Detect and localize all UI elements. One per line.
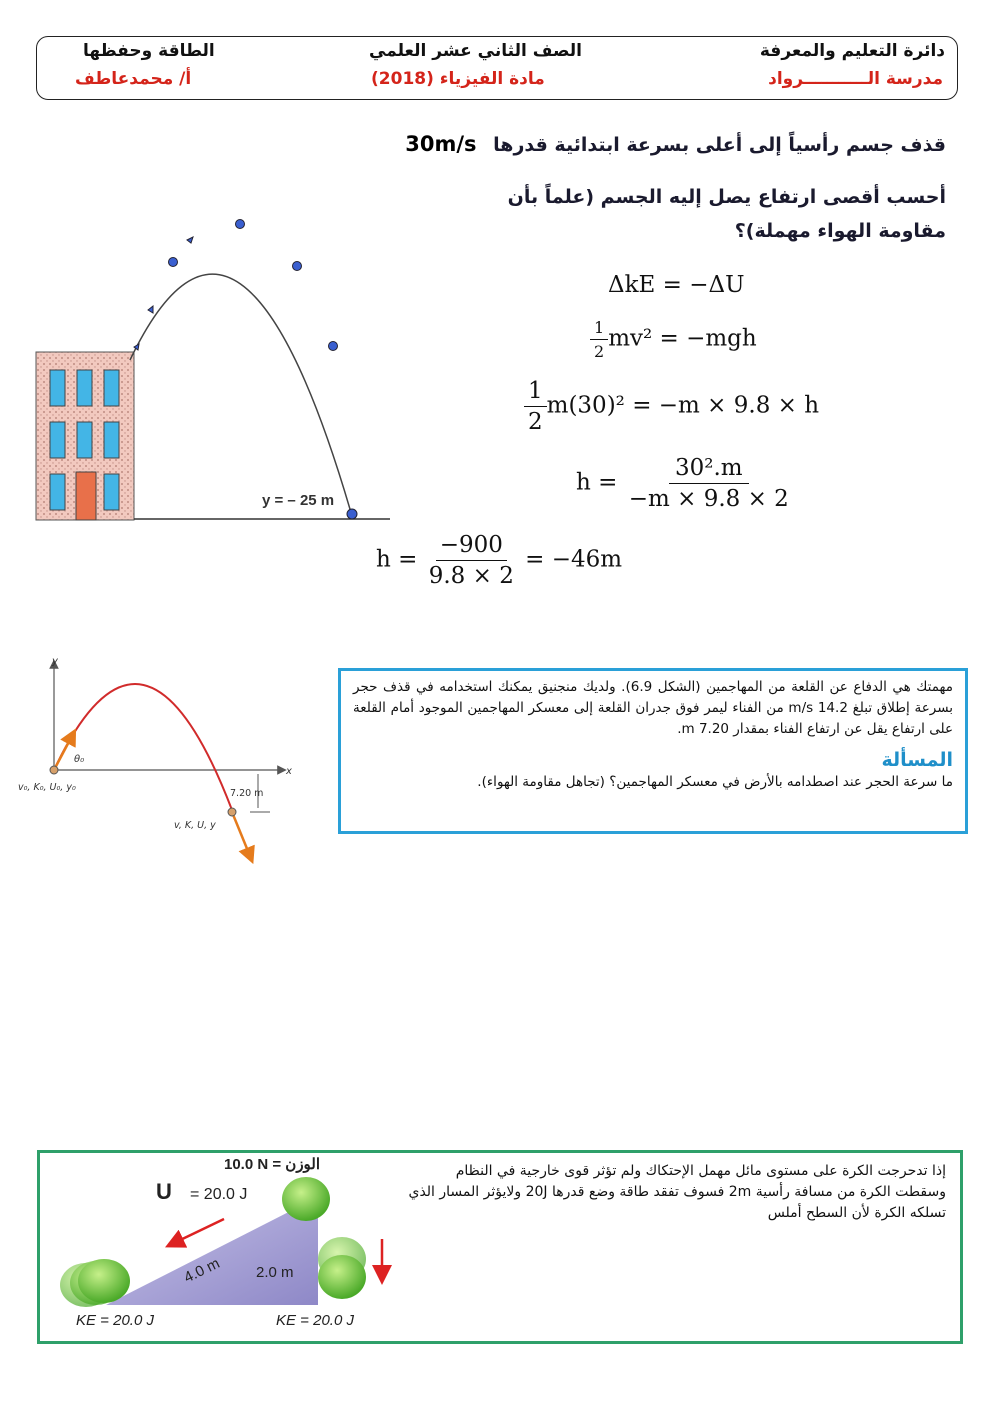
equation4-denominator: −m × 9.8 × 2 bbox=[628, 486, 789, 512]
end-point bbox=[228, 808, 236, 816]
equation-energy-conservation: ΔkE = −ΔU bbox=[608, 272, 745, 298]
problem1-question: أحسب أقصى ارتفاع يصل إليه الجسم (علماً بأن مقاومة الهواء مهملة)؟ bbox=[507, 186, 946, 242]
kinetic-energy-right: KE = 20.0 J bbox=[276, 1312, 354, 1329]
subject-label: مادة الفيزياء (2018) bbox=[371, 69, 545, 89]
grade-label: الصف الثاني عشر العلمي bbox=[369, 41, 582, 61]
x-axis-label: x bbox=[286, 766, 292, 777]
building-door bbox=[76, 472, 96, 520]
end-label: v, K, U, y bbox=[174, 820, 216, 831]
ground-level-label: y = – 25 m bbox=[262, 492, 335, 509]
initial-speed: 30m/s bbox=[405, 132, 477, 156]
page-header bbox=[36, 36, 958, 100]
half-numerator: 1 bbox=[590, 318, 608, 340]
building-trajectory-figure bbox=[30, 200, 400, 530]
catapult-problem-text: مهمتك هي الدفاع عن القلعة من المهاجمين (الشكل 6.9). ولديك منجنيق يمكنك استخدامه في قذف حجر بسرعة إطلاق تبلغ 14.2 m/s من الفناء ليمر فوق جدران القلعة إلى معسكر المهاجمين الموجود أمام القلعة على ارتفاع يقل عن ارتفاع الفناء بمقدار 7.20 m. bbox=[353, 679, 954, 737]
trajectory-markers bbox=[134, 220, 357, 520]
potential-energy-value: = 20.0 J bbox=[190, 1186, 248, 1203]
theta-label: θ₀ bbox=[74, 754, 85, 765]
teacher-name: أ/ محمدعاطف bbox=[75, 69, 192, 89]
equation-kinetic-potential bbox=[590, 318, 757, 361]
incline-ramp bbox=[106, 1197, 318, 1305]
projectile-path bbox=[54, 684, 232, 810]
incline-problem-text-wrap bbox=[408, 1161, 946, 1224]
potential-energy-symbol: U bbox=[156, 1179, 172, 1204]
problem1-line1: قذف جسم رأسياً إلى أعلى بسرعة ابتدائية قدرها 30m/s bbox=[405, 132, 946, 156]
equation2-rhs: mv² = −mgh bbox=[608, 325, 757, 352]
equation5-result: = −46m bbox=[525, 546, 623, 573]
start-label: v₀, K₀, U₀, y₀ bbox=[18, 782, 76, 793]
equation-height-formula: h = $\frac{\text{30².m}}{-m \times 9.8 \times 2}$ bbox=[576, 455, 793, 512]
falling-balls bbox=[318, 1237, 366, 1299]
incline-problem-text: إذا تدحرجت الكرة على مستوى مائل مهمل الإحتكاك ولم تؤثر قوى خارجية في النظام وسقطت الكرة من مسافة رأسية 2m فسوف تفقد طاقة وضع قدرها 20J ولايؤثر المسار الذي تسلكه الكرة لأن السطح أملس bbox=[408, 1163, 946, 1221]
start-point bbox=[50, 766, 58, 774]
initial-velocity-arrow bbox=[54, 736, 72, 770]
topic-label: الطاقة وحفظها bbox=[83, 41, 215, 61]
department-name: دائرة التعليم والمعرفة bbox=[759, 41, 945, 61]
equation-height-result: h = $\frac{-900}{9.8 \times 2}$ = −46m bbox=[376, 532, 623, 589]
roll-direction-arrow bbox=[174, 1219, 224, 1243]
catapult-question: ما سرعة الحجر عند اصطدامه بالأرض في معسكر المهاجمين؟ (تجاهل مقاومة الهواء). bbox=[477, 774, 953, 790]
incline-problem-box bbox=[37, 1150, 963, 1344]
problem-heading: المسألة bbox=[881, 749, 953, 771]
catapult-problem-box bbox=[338, 668, 968, 834]
school-name: مدرسة الـــــــــــرواد bbox=[768, 69, 943, 89]
equation5-numerator: −900 bbox=[436, 532, 507, 561]
weight-label: 10.0 N = الوزن bbox=[224, 1156, 321, 1173]
final-velocity-arrow bbox=[232, 812, 250, 856]
equation3-rhs: m(30)² = −m × 9.8 × h bbox=[546, 392, 820, 419]
top-ball bbox=[282, 1177, 330, 1221]
projectile-figure bbox=[14, 650, 314, 870]
height-label: 7.20 m bbox=[230, 788, 264, 799]
equation5-denominator: 9.8 × 2 bbox=[428, 563, 514, 589]
equation4-numerator: 30².m bbox=[669, 455, 749, 484]
trajectory-path bbox=[130, 274, 352, 516]
slope-length-label: 4.0 m bbox=[181, 1254, 223, 1287]
incline-figure bbox=[46, 1155, 406, 1341]
half-denominator: 2 bbox=[594, 342, 605, 361]
height-label: 2.0 m bbox=[256, 1264, 294, 1281]
y-axis-label: y bbox=[52, 656, 58, 667]
kinetic-energy-left: KE = 20.0 J bbox=[76, 1312, 154, 1329]
equation-substitution: $\frac{1}{2}$ m(30)² = −m × 9.8 × h bbox=[524, 378, 819, 435]
